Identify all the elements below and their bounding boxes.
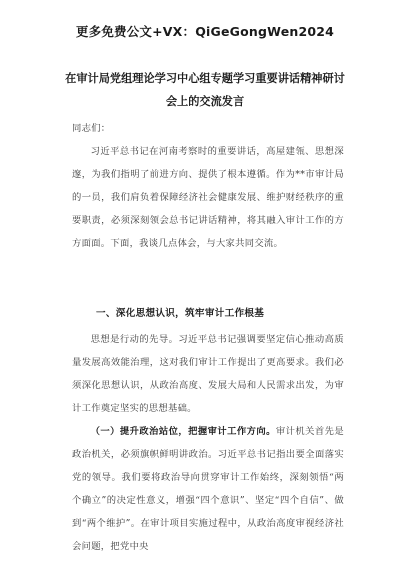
paragraph-1-text: 习近平总书记在河南考察时的重要讲话，高屋建瓴、思想深邃，为我们指明了前进方向、提供了根本遵循。作为**市审计局的一员，我们肩负着保障经济社会健康发展、维护财经秩序的重要职责，必须深刻领会总书记讲话精神，将其融入审计工作的方方面面。下面，我谈几点体会，与大家共同交流。 [72,146,344,249]
paragraph-2-text: 思想是行动的先导。习近平总书记强调要坚定信心推动高质量发展高效能治理，这对我们审计工作提出了更高要求。我们必须深化思想认识，从政治高度、发展大局和人民需求出发，为审计工作奠定坚实的思想基础。 [72,334,344,414]
document-title-line-2: 会上的交流发言 [165,95,245,108]
paragraph-3-lead: （一）提升政治站位，把握审计工作方向。 [90,426,276,437]
salutation: 同志们： [72,123,111,134]
section-heading-1: 一、深化思想认识，筑牢审计工作根基 [96,308,265,319]
document-title [60,67,350,113]
header-banner: 更多免费公文+VX：QiGeGongWen2024 [75,24,335,39]
paragraph-3 [72,420,344,558]
paragraph-2 [72,328,344,420]
paragraph-3-text [72,420,344,558]
paragraph-1 [72,140,344,255]
document-title-line-1: 在审计局党组理论学习中心组专题学习重要讲话精神研讨 [65,72,345,85]
paragraph-3-rest: 审计机关首先是政治机关，必须旗帜鲜明讲政治。习近平总书记指出要全面落实党的领导。我们要将政治导向贯穿审计工作始终，深刻领悟“两个确立”的决定性意义，增强“四个意识”、坚定“四个自信”、做到“两个维护”。在审计项目实施过程中，从政治高度审视经济社会问题，把党中央 [72,426,344,552]
